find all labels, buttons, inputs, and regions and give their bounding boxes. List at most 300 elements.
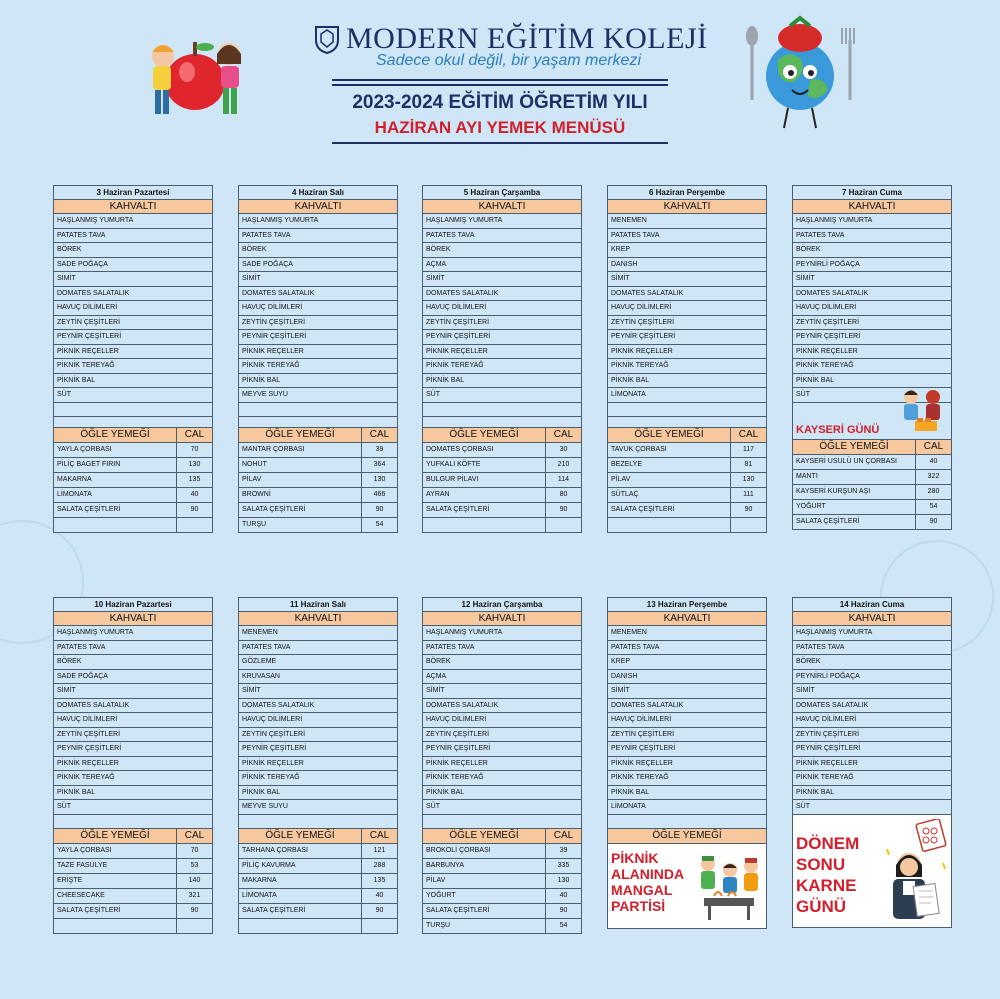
breakfast-header: KAHVALTI [239, 612, 397, 626]
cal-label: CAL [553, 429, 574, 440]
report-card-event-text [796, 833, 859, 917]
breakfast-item: LİMONATA [608, 800, 766, 815]
header [0, 0, 1000, 170]
breakfast-item: PİKNİK BAL [793, 786, 951, 801]
breakfast-item: MEYVE SUYU [239, 800, 397, 815]
day-title: 6 Haziran Perşembe [608, 186, 766, 200]
dish-name: MAKARNA [239, 874, 362, 888]
lunch-item [54, 473, 212, 488]
lunch-item [608, 503, 766, 518]
breakfast-item: BÖREK [423, 655, 581, 670]
breakfast-item: HAVUÇ DİLİMLERİ [54, 713, 212, 728]
dish-calories: 280 [927, 487, 940, 495]
report-card-event-panel [793, 815, 951, 927]
breakfast-item: SİMİT [54, 272, 212, 287]
breakfast-item: DOMATES SALATALIK [239, 699, 397, 714]
picnic-event-panel [608, 844, 766, 928]
dish-calories: 321 [188, 892, 201, 899]
lunch-header [239, 829, 397, 844]
breakfast-item: AÇMA [423, 670, 581, 685]
lunch-item [423, 919, 581, 933]
dish-calories: 364 [373, 461, 386, 468]
dish-name: PİLAV [239, 473, 362, 487]
logo-row [314, 22, 708, 56]
breakfast-item: PİKNİK TEREYAĞ [239, 771, 397, 786]
breakfast-item: HAVUÇ DİLİMLERİ [54, 301, 212, 316]
breakfast-item: SİMİT [793, 272, 951, 287]
breakfast-item: PİKNİK BAL [54, 374, 212, 389]
breakfast-item: HAVUÇ DİLİMLERİ [423, 301, 581, 316]
academic-year-title: 2023-2024 EĞİTİM ÖĞRETİM YILI [352, 92, 648, 113]
breakfast-item: KREP [608, 243, 766, 258]
breakfast-item: PATATES TAVA [793, 229, 951, 244]
breakfast-item: PEYNİR ÇEŞİTLERİ [239, 330, 397, 345]
dish-calories [177, 518, 212, 532]
dish-calories: 210 [557, 461, 570, 468]
lunch-item [423, 859, 581, 874]
lunch-item [239, 488, 397, 503]
breakfast-header: KAHVALTI [54, 200, 212, 214]
dish-name [239, 919, 362, 933]
breakfast-item: DOMATES SALATALIK [793, 699, 951, 714]
dish-calories: 54 [929, 502, 938, 510]
lunch-header [793, 440, 951, 455]
lunch-item [54, 488, 212, 503]
dish-calories: 81 [744, 461, 753, 468]
breakfast-header: KAHVALTI [608, 612, 766, 626]
breakfast-item: PATATES TAVA [608, 641, 766, 656]
dish-name: BEZELYE [608, 458, 731, 472]
breakfast-item: PEYNİRLİ POĞAÇA [793, 258, 951, 273]
breakfast-item: PİKNİK TEREYAĞ [608, 771, 766, 786]
breakfast-item: BÖREK [54, 243, 212, 258]
dish-calories: 53 [190, 862, 199, 869]
dish-calories: 90 [375, 907, 384, 914]
dish-name: ERİŞTE [54, 874, 177, 888]
dish-calories: 140 [188, 877, 201, 884]
dish-calories: 40 [375, 892, 384, 899]
dish-name: DOMATES ÇORBASI [423, 443, 546, 457]
lunch-header [54, 428, 212, 443]
breakfast-item: PİKNİK TEREYAĞ [239, 359, 397, 374]
dish-calories: 111 [743, 491, 754, 498]
dish-name: SÜTLAÇ [608, 488, 731, 502]
event-line: MANGAL [611, 882, 673, 898]
dish-name: AYRAN [423, 488, 546, 502]
breakfast-item: SİMİT [608, 684, 766, 699]
dish-calories [362, 919, 397, 933]
breakfast-item: ZEYTİN ÇEŞİTLERİ [423, 728, 581, 743]
dish-name: KAYSERİ USULÜ UN ÇORBASI [793, 455, 916, 469]
lunch-item [54, 874, 212, 889]
breakfast-item: PİKNİK BAL [239, 374, 397, 389]
breakfast-header: KAHVALTI [423, 200, 581, 214]
dish-name: PİLAV [608, 473, 731, 487]
dish-name: SALATA ÇEŞİTLERİ [54, 904, 177, 918]
breakfast-item: PİKNİK REÇELLER [608, 345, 766, 360]
dish-calories: 90 [190, 907, 199, 914]
student-report-card-illustration [879, 819, 949, 925]
lunch-item [54, 919, 212, 933]
breakfast-item: PEYNİR ÇEŞİTLERİ [54, 742, 212, 757]
breakfast-item: PATATES TAVA [239, 641, 397, 656]
dish-name: TAZE FASULYE [54, 859, 177, 873]
lunch-item [423, 844, 581, 859]
section-gap [54, 417, 212, 428]
event-line: GÜNÜ [796, 896, 847, 916]
lunch-label: ÖĞLE YEMEĞİ [54, 829, 177, 843]
breakfast-item: ZEYTİN ÇEŞİTLERİ [793, 316, 951, 331]
dish-calories: 90 [744, 506, 753, 513]
breakfast-item: KRUVASAN [239, 670, 397, 685]
day-title: 4 Haziran Salı [239, 186, 397, 200]
breakfast-item: PİKNİK BAL [608, 374, 766, 389]
breakfast-item: HAŞLANMIŞ YUMURTA [793, 214, 951, 229]
dish-calories: 114 [557, 476, 570, 483]
day-menu-card [238, 185, 398, 533]
breakfast-item: SİMİT [423, 272, 581, 287]
breakfast-item: PİKNİK BAL [608, 786, 766, 801]
dish-name: PİLAV [423, 874, 546, 888]
dish-calories: 40 [190, 491, 199, 498]
blank-row [608, 815, 766, 830]
day-title: 7 Haziran Cuma [793, 186, 951, 200]
lunch-item [239, 503, 397, 518]
kayseri-chefs-illustration [895, 385, 949, 437]
event-line: ALANINDA [611, 866, 685, 882]
dish-name: SALATA ÇEŞİTLERİ [239, 503, 362, 517]
dish-calories [731, 518, 766, 532]
blank-row [423, 815, 581, 830]
breakfast-item: ZEYTİN ÇEŞİTLERİ [423, 316, 581, 331]
day-menu-card [607, 597, 767, 929]
dish-name: YAYLA ÇORBASI [54, 844, 177, 858]
cal-label: CAL [369, 830, 390, 841]
dish-calories: 121 [373, 847, 386, 854]
lunch-item [54, 443, 212, 458]
dish-calories: 39 [375, 446, 384, 453]
breakfast-item: PİKNİK TEREYAĞ [793, 359, 951, 374]
dish-name: SALATA ÇEŞİTLERİ [423, 904, 546, 918]
breakfast-header: KAHVALTI [793, 612, 951, 626]
dish-name: YOĞURT [423, 889, 546, 903]
dish-name: PİLİÇ KAVURMA [239, 859, 362, 873]
lunch-item [423, 874, 581, 889]
cal-label: CAL [184, 429, 205, 440]
lunch-item [423, 503, 581, 518]
day-title: 10 Haziran Pazartesi [54, 598, 212, 612]
lunch-item [239, 904, 397, 919]
breakfast-item: DOMATES SALATALIK [54, 287, 212, 302]
breakfast-item: SÜT [54, 388, 212, 403]
school-crest-icon [314, 24, 340, 54]
day-menu-card [53, 597, 213, 934]
dish-name: BROKOLİ ÇORBASI [423, 844, 546, 858]
breakfast-item: PİKNİK TEREYAĞ [423, 359, 581, 374]
lunch-item [54, 844, 212, 859]
breakfast-item: SÜT [793, 388, 951, 403]
breakfast-item: PİKNİK BAL [239, 786, 397, 801]
lunch-item [423, 904, 581, 919]
cal-label: CAL [553, 830, 574, 841]
dish-name [54, 518, 177, 532]
lunch-item [239, 443, 397, 458]
breakfast-item: PEYNİR ÇEŞİTLERİ [608, 742, 766, 757]
dish-name: MAKARNA [54, 473, 177, 487]
lunch-item [608, 518, 766, 532]
breakfast-item: SÜT [423, 388, 581, 403]
dish-calories: 135 [188, 476, 201, 483]
breakfast-item: HAVUÇ DİLİMLERİ [608, 301, 766, 316]
dish-calories: 90 [559, 907, 568, 914]
lunch-label: ÖĞLE YEMEĞİ [423, 428, 546, 442]
dish-name: MANTI [793, 470, 916, 484]
breakfast-item: SADE POĞAÇA [239, 258, 397, 273]
dish-calories: 70 [190, 446, 199, 453]
breakfast-item: PİKNİK REÇELLER [423, 757, 581, 772]
picnic-event-text [611, 850, 684, 914]
lunch-item [608, 458, 766, 473]
breakfast-header: KAHVALTI [423, 612, 581, 626]
dish-calories: 135 [373, 877, 386, 884]
dish-name [608, 518, 731, 532]
breakfast-item: HAVUÇ DİLİMLERİ [239, 713, 397, 728]
breakfast-item: HAŞLANMIŞ YUMURTA [423, 214, 581, 229]
day-menu-card [238, 597, 398, 934]
day-menu-card [792, 185, 952, 530]
event-line: KARNE [796, 875, 857, 895]
breakfast-item: SİMİT [239, 684, 397, 699]
breakfast-item: ZEYTİN ÇEŞİTLERİ [793, 728, 951, 743]
breakfast-item: DOMATES SALATALIK [608, 699, 766, 714]
breakfast-item: BÖREK [239, 243, 397, 258]
dish-calories: 90 [559, 506, 568, 513]
school-slogan: Sadece okul değil, bir yaşam merkezi [376, 52, 642, 69]
breakfast-item: PATATES TAVA [423, 641, 581, 656]
dish-calories: 130 [373, 476, 386, 483]
breakfast-item: HAŞLANMIŞ YUMURTA [239, 214, 397, 229]
breakfast-item: PEYNİR ÇEŞİTLERİ [793, 742, 951, 757]
blank-row [54, 815, 212, 830]
day-menu-card [607, 185, 767, 533]
breakfast-item: PİKNİK REÇELLER [793, 757, 951, 772]
dish-calories: 90 [190, 506, 199, 513]
day-title: 3 Haziran Pazartesi [54, 186, 212, 200]
lunch-item [54, 503, 212, 518]
breakfast-item: PİKNİK BAL [54, 786, 212, 801]
dish-name: SALATA ÇEŞİTLERİ [423, 503, 546, 517]
dish-name: SALATA ÇEŞİTLERİ [239, 904, 362, 918]
breakfast-item: HAVUÇ DİLİMLERİ [423, 713, 581, 728]
school-name: MODERN EĞİTİM KOLEJİ [346, 22, 708, 55]
dish-name: YUFKALI KÖFTE [423, 458, 546, 472]
lunch-item [239, 889, 397, 904]
breakfast-item: PATATES TAVA [423, 229, 581, 244]
breakfast-item: ZEYTİN ÇEŞİTLERİ [239, 728, 397, 743]
special-day-banner [793, 403, 951, 440]
dish-name [54, 919, 177, 933]
breakfast-item: MEYVE SUYU [239, 388, 397, 403]
cal-label: CAL [738, 429, 759, 440]
breakfast-item: PİKNİK TEREYAĞ [608, 359, 766, 374]
breakfast-item: PEYNİR ÇEŞİTLERİ [793, 330, 951, 345]
event-line: PİKNİK [611, 850, 659, 866]
breakfast-item: PİKNİK TEREYAĞ [54, 771, 212, 786]
breakfast-item: SÜT [54, 800, 212, 815]
dish-calories: 70 [190, 847, 199, 854]
breakfast-item: AÇMA [423, 258, 581, 273]
breakfast-item: BÖREK [423, 243, 581, 258]
lunch-item [793, 470, 951, 485]
breakfast-item: SİMİT [239, 272, 397, 287]
breakfast-item: PEYNİR ÇEŞİTLERİ [54, 330, 212, 345]
day-title: 11 Haziran Salı [239, 598, 397, 612]
breakfast-item: DOMATES SALATALIK [423, 699, 581, 714]
dish-name: SALATA ÇEŞİTLERİ [608, 503, 731, 517]
breakfast-item: HAVUÇ DİLİMLERİ [239, 301, 397, 316]
breakfast-item: PEYNİRLİ POĞAÇA [793, 670, 951, 685]
lunch-item [54, 859, 212, 874]
divider [332, 84, 668, 86]
blank-row [54, 403, 212, 418]
breakfast-item: PİKNİK REÇELLER [608, 757, 766, 772]
dish-name [423, 518, 546, 532]
breakfast-item: HAŞLANMIŞ YUMURTA [423, 626, 581, 641]
breakfast-item: HAVUÇ DİLİMLERİ [608, 713, 766, 728]
lunch-item [54, 904, 212, 919]
dish-calories: 466 [373, 491, 386, 498]
breakfast-item: SÜT [423, 800, 581, 815]
breakfast-item: PİKNİK REÇELLER [239, 345, 397, 360]
lunch-item [423, 458, 581, 473]
divider [332, 142, 668, 144]
breakfast-header: KAHVALTI [239, 200, 397, 214]
breakfast-item: PİKNİK REÇELLER [239, 757, 397, 772]
dish-name: TURŞU [423, 919, 546, 933]
breakfast-item: ZEYTİN ÇEŞİTLERİ [608, 316, 766, 331]
event-line: PARTİSİ [611, 898, 666, 914]
dish-name: LİMONATA [239, 889, 362, 903]
breakfast-item: ZEYTİN ÇEŞİTLERİ [239, 316, 397, 331]
lunch-label: ÖĞLE YEMEĞİ [608, 428, 731, 442]
section-gap [423, 417, 581, 428]
breakfast-header: KAHVALTI [54, 612, 212, 626]
dish-calories: 117 [742, 446, 755, 453]
breakfast-item: PATATES TAVA [608, 229, 766, 244]
breakfast-item: SİMİT [423, 684, 581, 699]
lunch-item [239, 473, 397, 488]
lunch-header [608, 428, 766, 443]
breakfast-item: ZEYTİN ÇEŞİTLERİ [608, 728, 766, 743]
breakfast-item: PATATES TAVA [793, 641, 951, 656]
breakfast-item: HAVUÇ DİLİMLERİ [793, 301, 951, 316]
breakfast-item: PEYNİR ÇEŞİTLERİ [608, 330, 766, 345]
lunch-item [423, 488, 581, 503]
section-gap [608, 417, 766, 428]
dish-name: SALATA ÇEŞİTLERİ [54, 503, 177, 517]
breakfast-item: PİKNİK TEREYAĞ [54, 359, 212, 374]
dish-calories: 90 [929, 517, 938, 525]
dish-calories: 39 [559, 847, 568, 854]
breakfast-item: BÖREK [793, 243, 951, 258]
breakfast-item: PATATES TAVA [54, 641, 212, 656]
breakfast-item: DANISH [608, 258, 766, 273]
lunch-item [239, 859, 397, 874]
lunch-label: ÖĞLE YEMEĞİ [54, 428, 177, 442]
barbecue-party-illustration [694, 850, 764, 922]
blank-row [239, 815, 397, 830]
dish-name: CHEESECAKE [54, 889, 177, 903]
lunch-header [423, 428, 581, 443]
dish-name: TURŞU [239, 518, 362, 532]
lunch-item [608, 473, 766, 488]
lunch-label: ÖĞLE YEMEĞİ [239, 829, 362, 843]
breakfast-item: SİMİT [793, 684, 951, 699]
lunch-item [54, 458, 212, 473]
day-menu-card [792, 597, 952, 928]
cal-label: CAL [923, 440, 944, 452]
dish-calories: 54 [559, 922, 568, 929]
dish-name: KAYSERİ KURŞUN AŞI [793, 485, 916, 499]
dish-calories [546, 518, 581, 532]
breakfast-item: DOMATES SALATALIK [608, 287, 766, 302]
dish-calories: 54 [375, 521, 384, 528]
day-title: 14 Haziran Cuma [793, 598, 951, 612]
breakfast-item: DANISH [608, 670, 766, 685]
dish-name: TARHANA ÇORBASI [239, 844, 362, 858]
breakfast-item: SADE POĞAÇA [54, 670, 212, 685]
breakfast-item: MENEMEN [239, 626, 397, 641]
event-line: SONU [796, 854, 846, 874]
lunch-item [423, 518, 581, 532]
blank-row [608, 403, 766, 418]
dish-calories: 90 [375, 506, 384, 513]
breakfast-item: PEYNİR ÇEŞİTLERİ [423, 330, 581, 345]
breakfast-item: KREP [608, 655, 766, 670]
lunch-item [608, 488, 766, 503]
breakfast-item: HAVUÇ DİLİMLERİ [793, 713, 951, 728]
breakfast-item: BÖREK [793, 655, 951, 670]
dish-calories: 130 [557, 877, 570, 884]
day-menu-card [422, 597, 582, 934]
dish-name: BARBUNYA [423, 859, 546, 873]
breakfast-item: HAŞLANMIŞ YUMURTA [793, 626, 951, 641]
dish-name: PİLİÇ BAGET FIRIN [54, 458, 177, 472]
special-day-title: KAYSERİ GÜNÜ [796, 423, 880, 436]
globe-mascot-illustration [738, 10, 863, 130]
lunch-item [793, 500, 951, 515]
lunch-item [423, 443, 581, 458]
breakfast-header: KAHVALTI [608, 200, 766, 214]
blank-row [423, 403, 581, 418]
day-menu-card [422, 185, 582, 533]
day-title: 5 Haziran Çarşamba [423, 186, 581, 200]
lunch-header [239, 428, 397, 443]
month-menu-title: HAZİRAN AYI YEMEK MENÜSÜ [374, 118, 626, 137]
breakfast-item: PİKNİK REÇELLER [423, 345, 581, 360]
dish-calories: 30 [559, 446, 568, 453]
breakfast-item: SİMİT [54, 684, 212, 699]
breakfast-item: SİMİT [608, 272, 766, 287]
dish-calories: 322 [927, 472, 940, 480]
lunch-item [239, 458, 397, 473]
lunch-item [423, 889, 581, 904]
dish-name: YOĞURT [793, 500, 916, 514]
lunch-item [423, 473, 581, 488]
dish-calories: 130 [742, 476, 755, 483]
lunch-label: ÖĞLE YEMEĞİ [793, 440, 916, 454]
cal-label: CAL [184, 830, 205, 841]
